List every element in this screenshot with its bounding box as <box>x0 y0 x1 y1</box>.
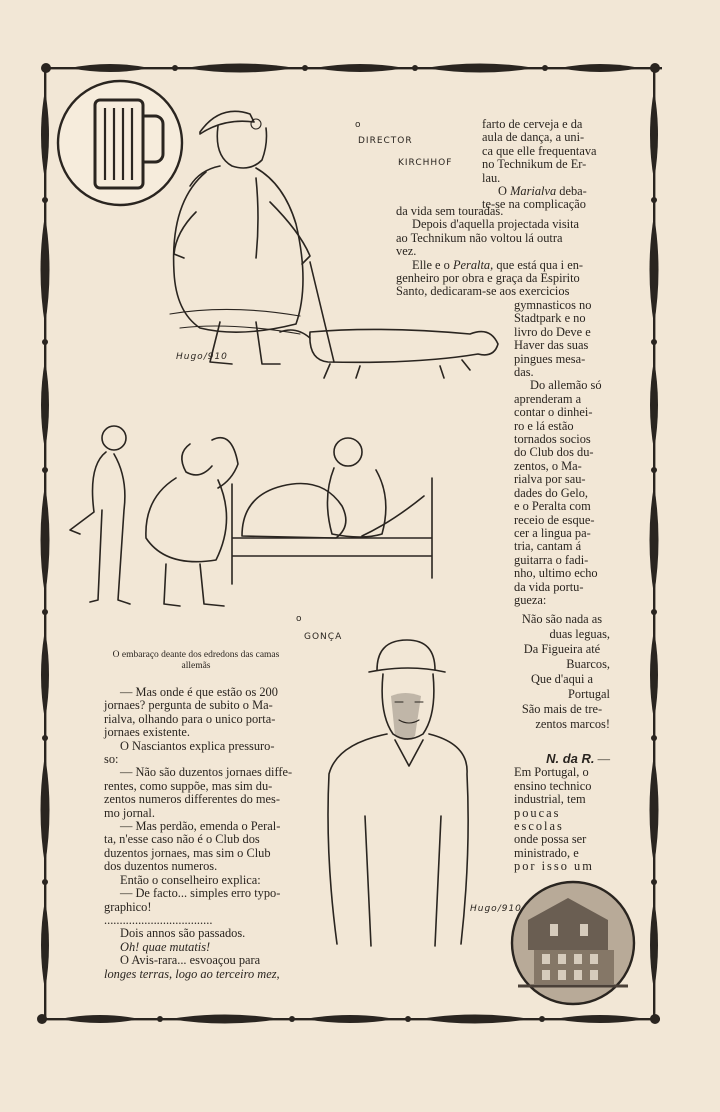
text-line: — De facto... simples erro typo- <box>120 886 281 901</box>
text-line: pingues mesa- <box>514 351 586 366</box>
text-line: dos duzentos numeros. <box>104 859 218 874</box>
verse-line: Portugal <box>568 687 610 701</box>
separator-dots: ................................... <box>104 913 213 927</box>
bed-scene-illustration <box>62 418 442 618</box>
text-line: nho, ultimo echo <box>514 566 598 581</box>
text-line: O Nasciantos explica pressuro- <box>120 738 275 753</box>
caption-line: O embaraço deante dos edredons das camas <box>112 650 280 660</box>
text-line: mo jornal. <box>104 805 155 820</box>
director-label-line2: KIRCHHOF <box>398 158 453 168</box>
text-line: Dois annos são passados. <box>120 926 246 941</box>
gonca-label: GONÇA <box>304 632 343 642</box>
note-dash: — <box>597 752 610 766</box>
text-line: tornados socios <box>514 432 591 447</box>
text-line: ao Technikum não voltou lá outra <box>396 230 563 245</box>
text-line: do Club dos du- <box>514 445 594 460</box>
text-line: Então o conselheiro explica: <box>120 872 261 887</box>
text-line: Oh! quae mutatis! <box>120 939 211 954</box>
text-line <box>396 259 610 272</box>
text-run: Marialva <box>510 184 557 199</box>
text-line: da vida sem touradas. <box>396 204 504 218</box>
text-line: industrial, tem <box>514 792 586 807</box>
text-line: Depois d'aquella projectada visita <box>412 217 580 232</box>
text-line: te-se na complicação <box>482 197 586 212</box>
building-photo-medallion <box>510 880 636 1006</box>
note-heading <box>514 752 610 766</box>
verse-line: Não são nada as <box>521 612 603 626</box>
text-line: da vida portu- <box>514 579 584 594</box>
verse-block <box>514 612 610 732</box>
editors-note <box>514 752 610 874</box>
text-line: dades do Gelo, <box>514 485 588 500</box>
text-line: Santo, dedicaram-se aos exercicios <box>396 284 570 299</box>
text-line: ro e lá estão <box>514 418 574 433</box>
text-line: e o Peralta com <box>514 499 591 514</box>
text-line: guitarra o fadi- <box>514 552 589 567</box>
text-line: genheiro por obra e graça da Espirito <box>396 271 580 286</box>
text-line: livro do Deve e <box>514 324 591 339</box>
artist-signature-1: Hugo/910 <box>176 352 228 362</box>
text-line: aprenderam a <box>514 391 582 406</box>
text-line: rialva por sau- <box>514 472 586 487</box>
verse-line: São mais de tre- <box>521 702 603 716</box>
right-col-narrow <box>514 299 610 607</box>
text-line: lau. <box>482 170 501 185</box>
text-line: zentos numeros differentes do mes- <box>104 792 280 807</box>
text-line: so: <box>104 752 119 767</box>
text-run: Elle e o <box>412 257 450 272</box>
text-line <box>482 185 610 198</box>
verse-line: zentos marcos! <box>535 717 610 731</box>
text-run: O <box>498 184 507 199</box>
text-line: cer a lingua pa- <box>514 525 591 540</box>
text-line: ca que elle frequentava <box>482 143 597 158</box>
text-line: receio de esque- <box>514 512 595 527</box>
artist-signature-2: Hugo/910 <box>470 904 522 914</box>
text-run: que está qua i en- <box>496 257 584 272</box>
text-line: ensino technico <box>514 778 592 793</box>
right-col-intro <box>482 118 610 212</box>
text-line: O Avis-rara... esvoaçou para <box>120 953 261 968</box>
text-line: ministrado, e <box>514 845 579 860</box>
text-line: graphico! <box>104 899 152 914</box>
gonca-label-o: o <box>296 614 303 624</box>
text-line: rentes, como suppõe, mas sim du- <box>104 778 273 793</box>
text-line: gueza: <box>514 592 547 607</box>
verse-line: Da Figueira até <box>523 642 601 656</box>
text-line: gymnasticos no <box>514 298 592 312</box>
text-line: por isso um <box>514 859 594 874</box>
text-line: jornaes? pergunta de subito o Ma- <box>104 698 273 713</box>
text-line: tria, cantam á <box>514 539 582 554</box>
text-line: rialva, olhando para o unico porta- <box>104 711 276 726</box>
director-label-o: o <box>355 120 362 130</box>
text-line: Haver das suas <box>514 338 589 353</box>
caption-line: allemãs <box>181 660 211 671</box>
text-line: Do allemão só <box>530 378 602 393</box>
text-line: — Mas perdão, emenda o Peral- <box>120 819 281 834</box>
director-label-line1: DIRECTOR <box>358 136 413 146</box>
right-col-wide <box>396 205 610 299</box>
text-run: Peralta, <box>452 257 494 272</box>
text-line: duzentos jornaes, mas sim o Club <box>104 845 271 860</box>
text-line: poucas escolas <box>514 805 564 834</box>
text-line: no Technikum de Er- <box>482 157 587 172</box>
verse-line: Buarcos, <box>566 657 610 671</box>
text-line: onde possa ser <box>514 832 587 847</box>
text-line: — Não são duzentos jornaes diffe- <box>120 765 293 780</box>
text-line: aula de dança, a uni- <box>482 130 585 145</box>
left-col-text <box>104 686 298 981</box>
text-line: vez. <box>396 244 417 259</box>
text-line: jornaes existente. <box>104 725 191 740</box>
note-heading-text: N. da R. <box>546 751 595 766</box>
verse-line: duas leguas, <box>549 627 610 641</box>
illustration-caption <box>86 650 306 671</box>
text-line: — Mas onde é que estão os 200 <box>120 685 278 699</box>
gonca-illustration <box>325 636 470 961</box>
text-line: Em Portugal, o <box>514 765 589 780</box>
text-line: contar o dinhei- <box>514 405 593 420</box>
verse-line: Que d'aqui a <box>530 672 594 686</box>
text-line: zentos, o Ma- <box>514 458 582 473</box>
text-line: Stadtpark e no <box>514 311 586 326</box>
text-line: das. <box>514 365 534 380</box>
text-line: ta, n'esse caso não é o Club dos <box>104 832 260 847</box>
text-run: deba- <box>559 184 587 199</box>
text-line: longes terras, logo ao terceiro mez, <box>104 966 280 981</box>
text-line: farto de cerveja e da <box>482 117 583 131</box>
